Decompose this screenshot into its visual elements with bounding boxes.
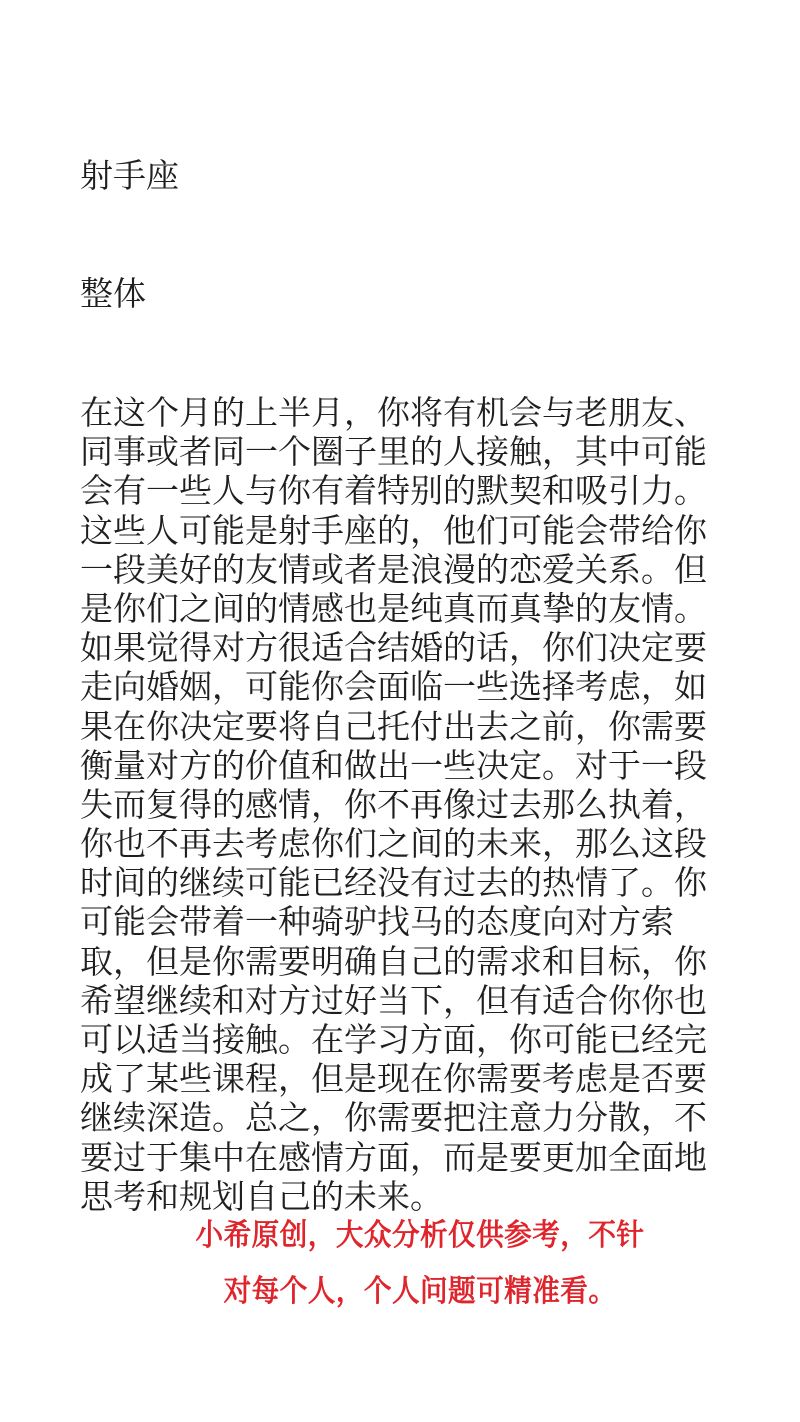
paragraph-line: 如果觉得对方很适合结婚的话，你们决定要 bbox=[80, 628, 707, 668]
section-title: 整体 bbox=[80, 274, 146, 313]
page-title: 射手座 bbox=[80, 156, 179, 195]
paragraph-line: 要过于集中在感情方面，而是要更加全面地 bbox=[80, 1137, 707, 1177]
paragraph-line: 希望继续和对方过好当下，但有适合你你也 bbox=[80, 980, 707, 1020]
paragraph-line: 果在你决定要将自己托付出去之前，你需要 bbox=[80, 706, 707, 746]
paragraph-line: 在这个月的上半月，你将有机会与老朋友、 bbox=[80, 393, 707, 432]
paragraph-line: 这些人可能是射手座的，他们可能会带给你 bbox=[80, 510, 707, 550]
paragraph-line: 走向婚姻，可能你会面临一些选择考虑，如 bbox=[80, 667, 707, 707]
paragraph-line: 取，但是你需要明确自己的需求和目标，你 bbox=[80, 941, 707, 981]
paragraph-line: 继续深造。总之，你需要把注意力分散，不 bbox=[80, 1098, 707, 1138]
paragraph-line: 会有一些人与你有着特别的默契和吸引力。 bbox=[80, 471, 707, 511]
watermark-line: 对每个人，个人问题可精准看。 bbox=[223, 1274, 617, 1309]
body-paragraph bbox=[80, 393, 730, 1216]
paragraph-line: 是你们之间的情感也是纯真而真挚的友情。 bbox=[80, 588, 707, 628]
paragraph-line: 思考和规划自己的未来。 bbox=[80, 1176, 443, 1216]
paragraph-line: 成了某些课程，但是现在你需要考虑是否要 bbox=[80, 1059, 707, 1099]
paragraph-line: 时间的继续可能已经没有过去的热情了。你 bbox=[80, 863, 707, 903]
paragraph-line: 失而复得的感情，你不再像过去那么执着， bbox=[80, 784, 707, 824]
paragraph-line: 你也不再去考虑你们之间的未来，那么这段 bbox=[80, 824, 707, 864]
paragraph-line: 衡量对方的价值和做出一些决定。对于一段 bbox=[80, 745, 707, 785]
paragraph-line: 可以适当接触。在学习方面，你可能已经完 bbox=[80, 1020, 707, 1059]
paragraph-line: 同事或者同一个圈子里的人接触，其中可能 bbox=[80, 432, 707, 472]
watermark-disclaimer bbox=[172, 1208, 669, 1320]
paragraph-line: 可能会带着一种骑驴找马的态度向对方索 bbox=[80, 902, 674, 942]
paragraph-line: 一段美好的友情或者是浪漫的恋爱关系。但 bbox=[80, 549, 707, 589]
watermark-line: 小希原创，大众分析仅供参考，不针 bbox=[195, 1218, 645, 1253]
